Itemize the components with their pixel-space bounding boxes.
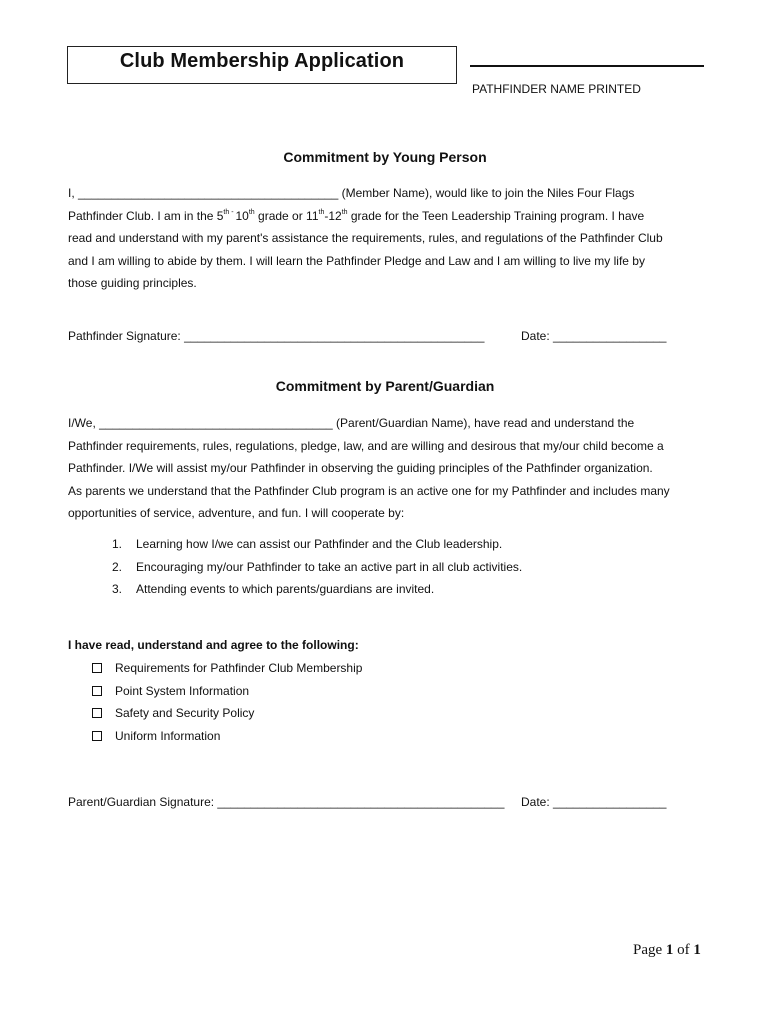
young-person-heading: Commitment by Young Person <box>283 149 487 165</box>
checklist-item-uniform: Uniform Information <box>90 725 362 748</box>
pathfinder-date-field[interactable]: Date: _________________ <box>521 329 667 343</box>
checklist-item-requirements: Requirements for Pathfinder Club Membership <box>90 657 362 680</box>
pathfinder-signature-field[interactable]: Pathfinder Signature: _____________________________________________ <box>68 329 485 343</box>
young-person-line-4: and I am willing to abide by them. I will learn the Pathfinder Pledge and Law and I am willing to live my life by <box>68 253 645 268</box>
young-person-line-1: I, _______________________________________ (Member Name), would like to join the Niles Four Flags <box>68 186 635 200</box>
parent-line-2: Pathfinder requirements, rules, regulations, pledge, law, and are willing and desirous that my/our child become a <box>68 438 664 453</box>
name-printed-line[interactable] <box>470 65 704 67</box>
agreement-heading: I have read, understand and agree to the following: <box>68 638 359 652</box>
checkbox[interactable] <box>92 708 102 718</box>
cooperation-list <box>112 533 522 601</box>
page-title: Club Membership Application <box>119 50 405 72</box>
list-item: 3. Attending events to which parents/guardians are invited. <box>112 582 435 596</box>
list-item: 2. Encouraging my/our Pathfinder to take an active part in all club activities. <box>112 559 523 574</box>
agreement-checklist <box>90 657 362 747</box>
checklist-item-safety: Safety and Security Policy <box>90 702 362 725</box>
parent-line-1: I/We, ___________________________________ (Parent/Guardian Name), have read and understand the <box>68 416 635 430</box>
young-person-line-2: Pathfinder Club. I am in the $5^{th -}$ 10th grade or 11th-12th grade for the Teen Leadership Training program. I have <box>68 208 645 223</box>
checkbox[interactable] <box>92 731 102 741</box>
parent-signature-field[interactable]: Parent/Guardian Signature: ___________________________________________ <box>68 795 505 809</box>
name-printed-caption: PATHFINDER NAME PRINTED <box>472 82 641 96</box>
checkbox[interactable] <box>92 663 102 673</box>
parent-line-3: Pathfinder. I/We will assist my/our Pathfinder in observing the guiding principles of the Pathfinder organization. <box>68 461 653 475</box>
list-item: 1. Learning how I/we can assist our Pathfinder and the Club leadership. <box>112 537 503 551</box>
young-person-paragraph <box>68 182 708 295</box>
young-person-line-3: read and understand with my parent's assistance the requirements, rules, and regulations of the Pathfinder Club <box>68 231 663 245</box>
page-number: Page 1 of 1 <box>633 942 701 958</box>
young-person-line-5: those guiding principles. <box>68 276 197 290</box>
parent-line-4: As parents we understand that the Pathfinder Club program is an active one for my Pathfinder and includes many <box>68 483 670 498</box>
parent-paragraph <box>68 412 708 525</box>
parent-date-field[interactable]: Date: _________________ <box>521 795 667 809</box>
checklist-item-point-system: Point System Information <box>90 680 362 703</box>
parent-heading: Commitment by Parent/Guardian <box>275 378 495 394</box>
checkbox[interactable] <box>92 686 102 696</box>
parent-line-5: opportunities of service, adventure, and fun. I will cooperate by: <box>68 506 405 520</box>
